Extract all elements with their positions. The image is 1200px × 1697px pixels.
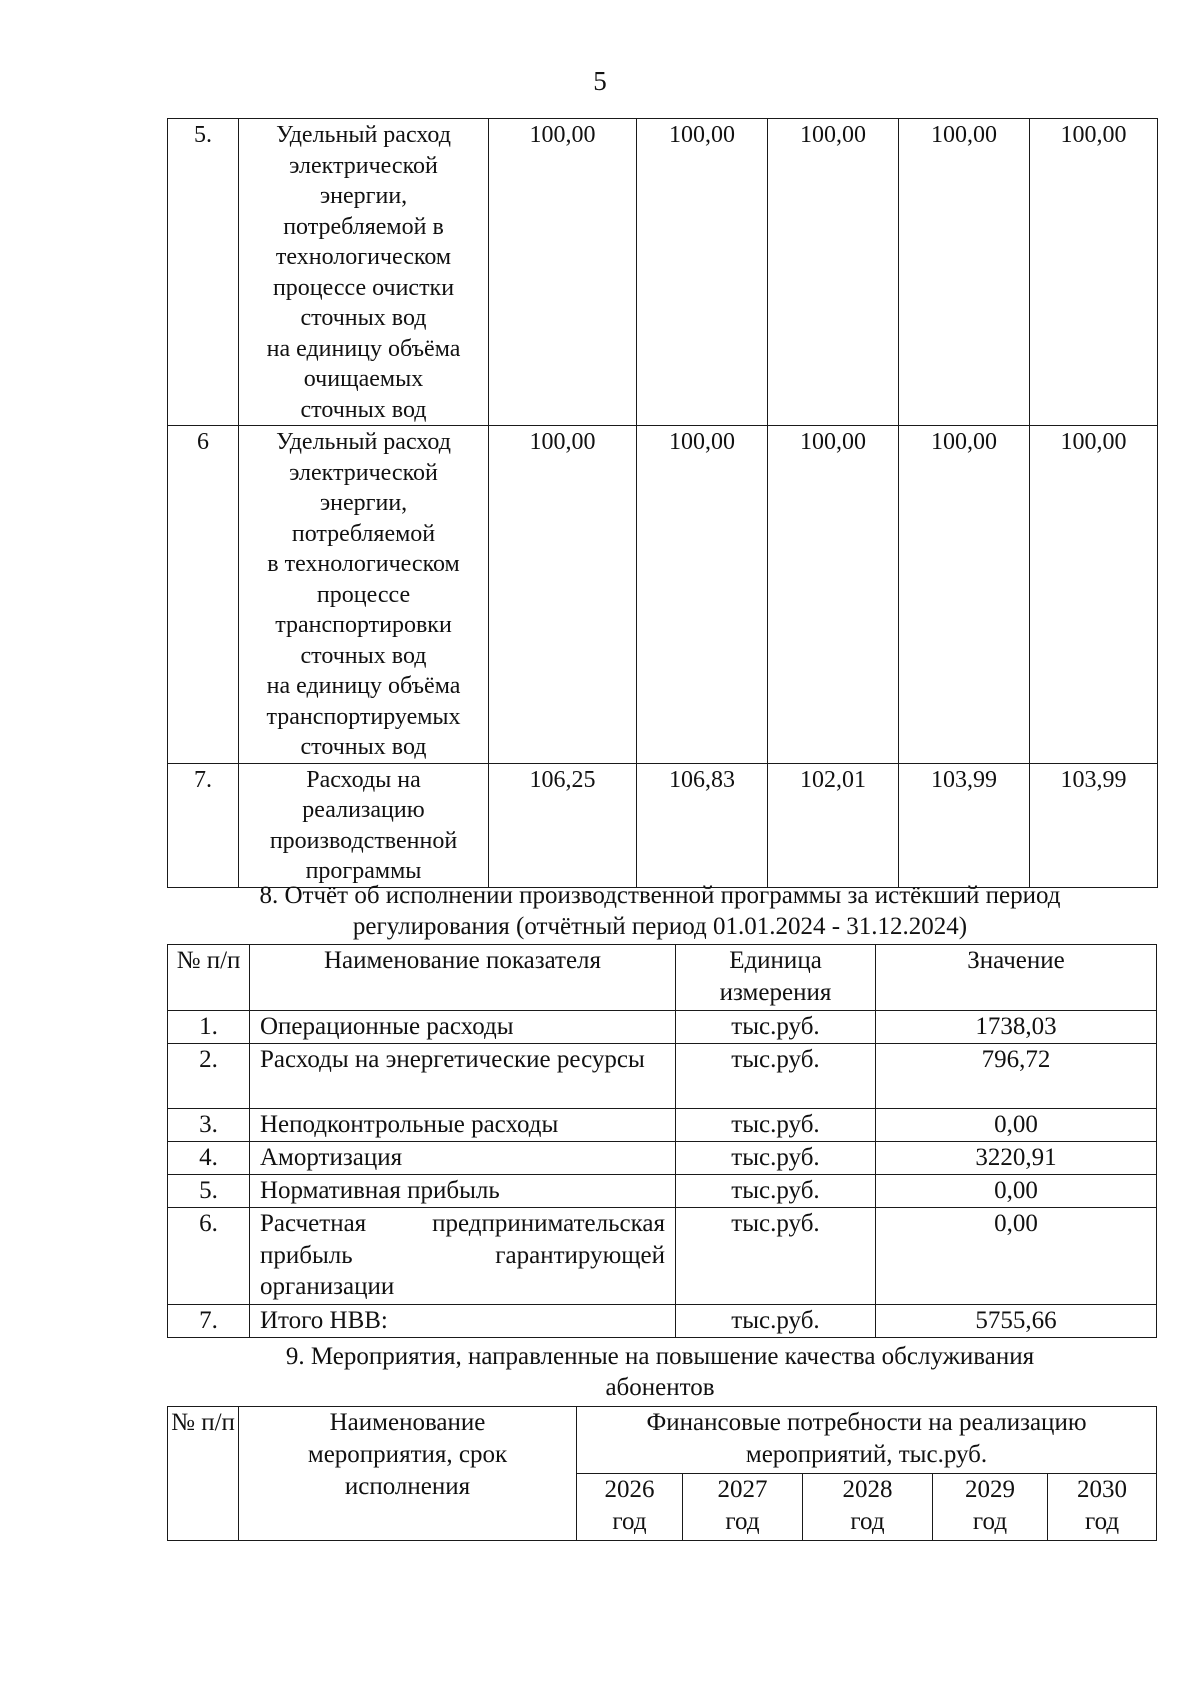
row-number: 6 <box>168 426 239 764</box>
value-cell: 103,99 <box>899 763 1030 887</box>
table-row <box>168 1044 1157 1109</box>
indicator-name: Удельный расход электрической энергии, потребляемой в технологическом процессе транспортировки сточных вод на единицу объёма транспортируемых сточных вод <box>239 426 489 764</box>
row-number: 5. <box>168 1175 250 1208</box>
row-number: 5. <box>168 119 239 426</box>
section-8-title: 8. Отчёт об исполнении производственной программы за истёкший период регулирования (отчётный период 01.01.2024 - 31.12.2024) <box>259 882 1061 940</box>
unit-cell: тыс.руб. <box>676 1044 876 1109</box>
value-cell: 100,00 <box>1030 426 1158 764</box>
value-cell: 0,00 <box>876 1208 1157 1305</box>
header-value: Значение <box>876 945 1157 1011</box>
value-cell: 3220,91 <box>876 1142 1157 1175</box>
year-header: 2029 год <box>933 1474 1048 1541</box>
value-cell: 100,00 <box>489 426 637 764</box>
header-finance: Финансовые потребности на реализацию мероприятий, тыс.руб. <box>577 1407 1157 1474</box>
indicator-name: Нормативная прибыль <box>250 1175 676 1208</box>
value-cell: 100,00 <box>899 426 1030 764</box>
indicator-name: Расходы на энергетические ресурсы <box>250 1044 676 1109</box>
unit-cell: тыс.руб. <box>676 1011 876 1044</box>
row-number: 7. <box>168 1305 250 1338</box>
section-9-title: 9. Мероприятия, направленные на повышение качества обслуживания абонентов <box>285 1343 1035 1401</box>
table-row <box>168 119 1158 426</box>
unit-cell: тыс.руб. <box>676 1109 876 1142</box>
value-cell: 102,01 <box>768 763 899 887</box>
table-row <box>168 1305 1157 1338</box>
value-cell: 0,00 <box>876 1109 1157 1142</box>
value-cell: 100,00 <box>768 119 899 426</box>
unit-cell: тыс.руб. <box>676 1142 876 1175</box>
value-cell: 1738,03 <box>876 1011 1157 1044</box>
value-cell: 106,25 <box>489 763 637 887</box>
row-number: 4. <box>168 1142 250 1175</box>
indicator-name: Неподконтрольные расходы <box>250 1109 676 1142</box>
value-cell: 106,83 <box>637 763 768 887</box>
unit-cell: тыс.руб. <box>676 1305 876 1338</box>
value-cell: 100,00 <box>1030 119 1158 426</box>
indicator-name: Амортизация <box>250 1142 676 1175</box>
table-row <box>168 1208 1157 1305</box>
year-header: 2028 год <box>803 1474 933 1541</box>
header-name: Наименование мероприятия, срок исполнения <box>239 1407 577 1541</box>
row-number: 6. <box>168 1208 250 1305</box>
row-number: 3. <box>168 1109 250 1142</box>
row-number: 7. <box>168 763 239 887</box>
value-cell: 100,00 <box>489 119 637 426</box>
row-number: 1. <box>168 1011 250 1044</box>
value-cell: 103,99 <box>1030 763 1158 887</box>
table-row <box>168 1109 1157 1142</box>
measures-table <box>167 1406 1157 1541</box>
row-number: 2. <box>168 1044 250 1109</box>
value-cell: 796,72 <box>876 1044 1157 1109</box>
unit-cell: тыс.руб. <box>676 1208 876 1305</box>
header-num: № п/п <box>168 1407 239 1541</box>
table-row <box>168 763 1158 887</box>
table-row <box>168 1011 1157 1044</box>
table-row <box>168 426 1158 764</box>
indicator-name: Расчетная предпринимательская прибыль гарантирующей организации <box>250 1208 676 1305</box>
header-name: Наименование показателя <box>250 945 676 1011</box>
header-num: № п/п <box>168 945 250 1011</box>
indicator-name: Операционные расходы <box>250 1011 676 1044</box>
indicators-table <box>167 118 1158 888</box>
table-row <box>168 1142 1157 1175</box>
year-header: 2030 год <box>1048 1474 1157 1541</box>
table-row <box>168 1175 1157 1208</box>
value-cell: 100,00 <box>637 426 768 764</box>
value-cell: 100,00 <box>768 426 899 764</box>
header-unit: Единица измерения <box>676 945 876 1011</box>
indicator-name: Удельный расход электрической энергии, потребляемой в технологическом процессе очистки сточных вод на единицу объёма очищаемых сточных вод <box>239 119 489 426</box>
value-cell: 100,00 <box>899 119 1030 426</box>
report-table <box>167 944 1157 1338</box>
indicator-name: Итого НВВ: <box>250 1305 676 1338</box>
indicator-name: Расходы на реализацию производственной программы <box>239 763 489 887</box>
value-cell: 100,00 <box>637 119 768 426</box>
page-number: 5 <box>593 66 607 96</box>
value-cell: 0,00 <box>876 1175 1157 1208</box>
table-header-row <box>168 1407 1157 1474</box>
year-header: 2026 год <box>577 1474 683 1541</box>
value-cell: 5755,66 <box>876 1305 1157 1338</box>
unit-cell: тыс.руб. <box>676 1175 876 1208</box>
year-header: 2027 год <box>683 1474 803 1541</box>
table-header-row <box>168 945 1157 1011</box>
